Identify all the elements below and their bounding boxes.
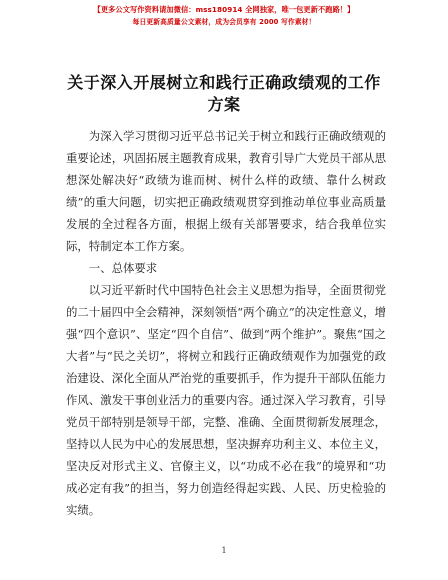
section-heading-general-requirements: 一、总体要求 <box>88 261 158 275</box>
intro-paragraph: 为深入学习贯彻习近平总书记关于树立和践行正确政绩观的重要论述，巩固拓展主题教育成果，教育引导广大党员干部从思想深处解决好“政绩为谁而树、树什么样的政绩、靠什么树政绩”的重大问题，切实把正确政绩观贯穿到推动单位事业高质量发展的全过程各方面，根据上级有关部署要求，结合我单位实际，特制定本工作方案。 <box>66 129 386 253</box>
promo-banner-line-2: 每日更新高质量公文素材，成为会员享有 2000 写作素材！ <box>132 18 316 26</box>
document-title: 关于深入开展树立和践行正确政绩观的工作方案 <box>67 73 381 114</box>
document-body <box>66 125 386 521</box>
page-number: 1 <box>221 546 227 555</box>
promo-banner <box>0 4 448 28</box>
promo-banner-line-1: 【更多公文写作资料请加微信：mss180914 全网独家，唯一包更新不跑路！】 <box>93 5 355 14</box>
body-paragraph: 以习近平新时代中国特色社会主义思想为指导，全面贯彻党的二十届四中全会精神，深刻领悟“两个确立”的决定性意义，增强“四个意识”、坚定“四个自信”、做到“两个维护”。聚焦“国之大者”与“民之关切”，将树立和践行正确政绩观作为加强党的政治建设、深化全面从严治党的重要抓手，作为提升干部队伍能力作风、激发干事创业活力的重要内容。通过深入学习教育，引导党员干部特别是领导干部，完整、准确、全面贯彻新发展理念，坚持以人民为中心的发展思想，坚决摒弃功利主义、本位主义，坚决反对形式主义、官僚主义，以“功成不必在我”的境界和“功成必定有我”的担当，努力创造经得起实践、人民、历史检验的实绩。 <box>66 283 386 517</box>
